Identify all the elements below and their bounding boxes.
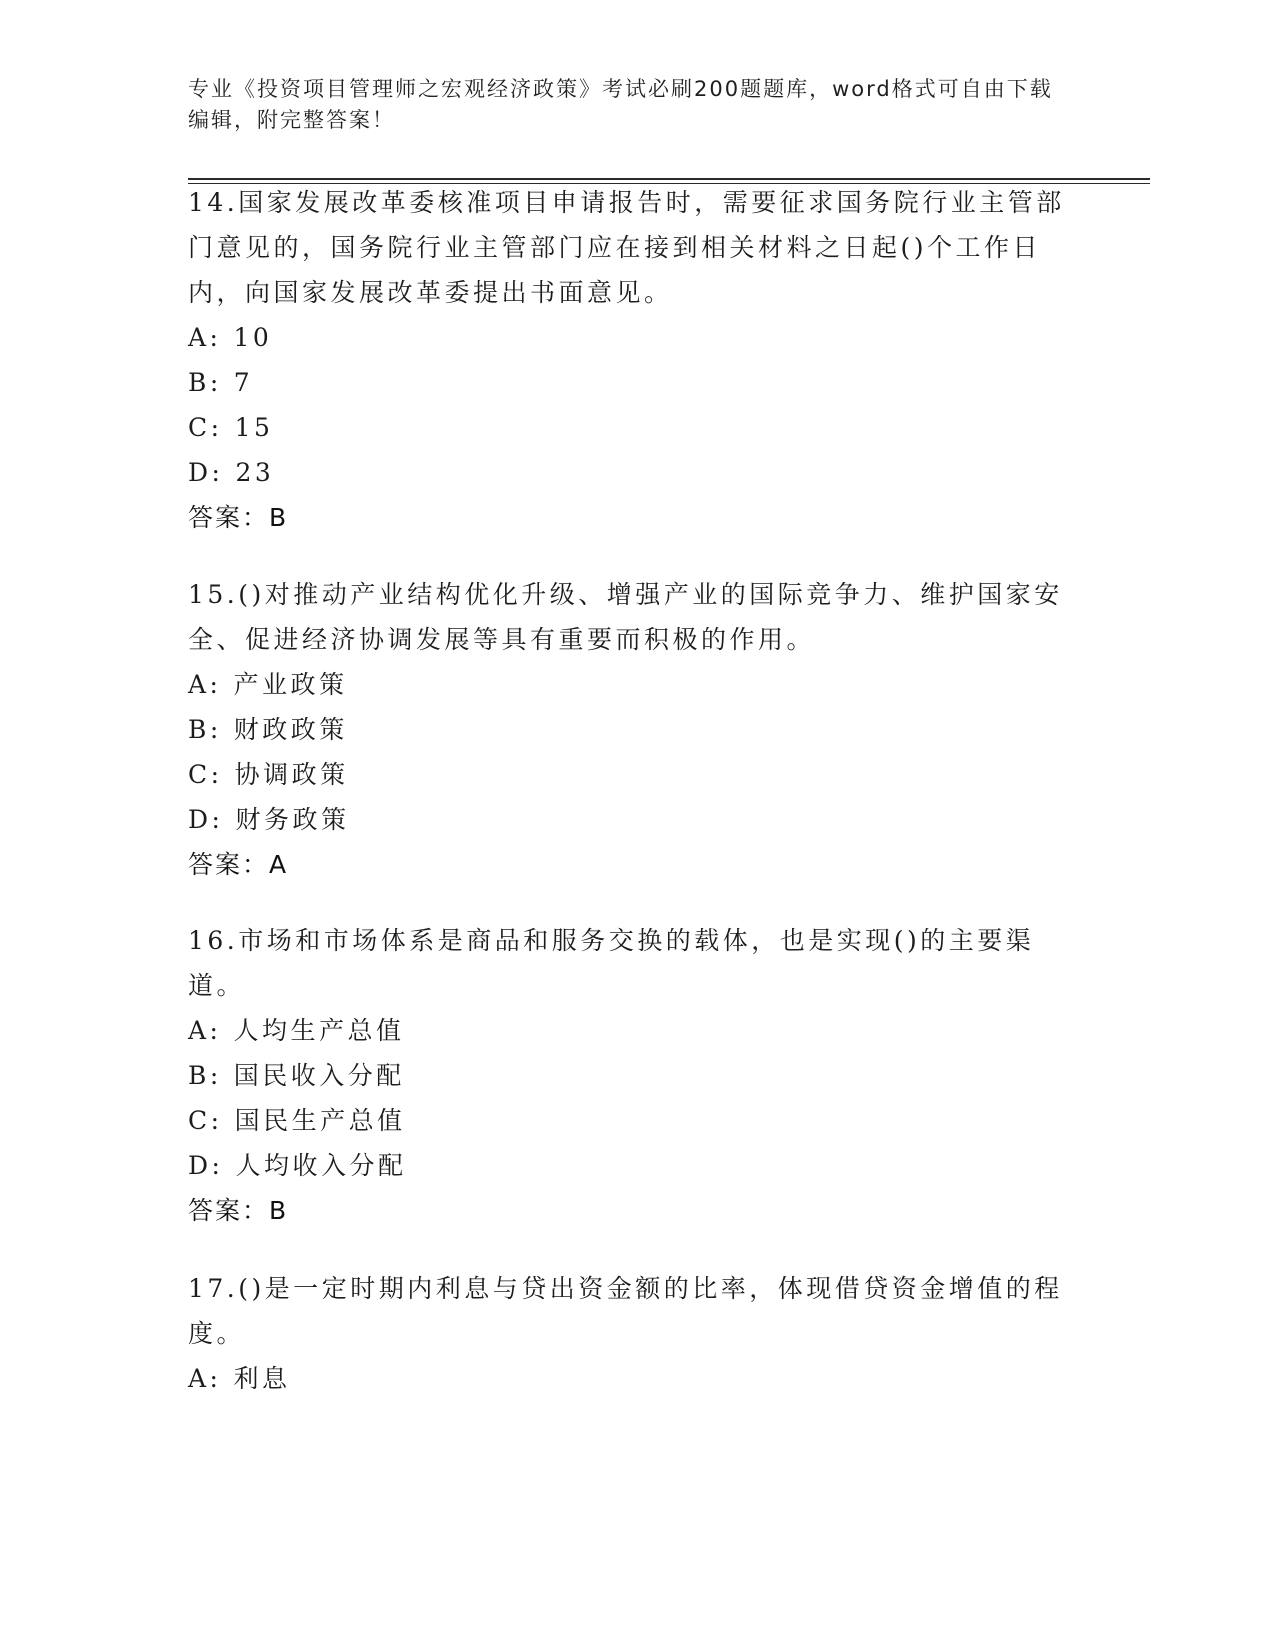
option-a <box>188 1356 1088 1401</box>
option-letter: D: <box>188 1151 224 1180</box>
option-c <box>188 405 1088 450</box>
option-letter: B: <box>188 1061 222 1090</box>
option-text: 国民收入分配 <box>233 1061 405 1090</box>
option-a <box>188 662 1088 707</box>
option-text: 10 <box>233 323 273 352</box>
option-letter: B: <box>188 715 222 744</box>
option-text: 协调政策 <box>234 760 349 789</box>
answer-line: 答案：B <box>188 1196 289 1225</box>
option-text: 财务政策 <box>235 805 350 834</box>
option-b <box>188 707 1088 752</box>
option-letter: C: <box>188 413 223 442</box>
option-d <box>188 1143 1088 1188</box>
question-stem: 15.()对推动产业结构优化升级、增强产业的国际竞争力、维护国家安全、促进经济协调发展等具有重要而积极的作用。 <box>188 580 1063 654</box>
option-a <box>188 1008 1088 1053</box>
question-stem: 14.国家发展改革委核准项目申请报告时，需要征求国务院行业主管部门意见的，国务院行业主管部门应在接到相关材料之日起()个工作日内，向国家发展改革委提出书面意见。 <box>188 188 1065 307</box>
question-16 <box>188 918 1088 1233</box>
question-stem: 17.()是一定时期内利息与贷出资金额的比率，体现借贷资金增值的程度。 <box>188 1274 1063 1348</box>
option-letter: A: <box>188 323 222 352</box>
option-letter: D: <box>188 458 224 487</box>
option-letter: A: <box>188 1016 222 1045</box>
option-letter: B: <box>188 368 222 397</box>
option-letter: D: <box>188 805 224 834</box>
option-text: 财政政策 <box>233 715 348 744</box>
option-d <box>188 797 1088 842</box>
option-c <box>188 1098 1088 1143</box>
option-a <box>188 315 1088 360</box>
question-stem: 16.市场和市场体系是商品和服务交换的载体，也是实现()的主要渠道。 <box>188 926 1035 1000</box>
option-b <box>188 360 1088 405</box>
question-14 <box>188 180 1088 540</box>
option-c <box>188 752 1088 797</box>
option-letter: C: <box>188 760 223 789</box>
option-letter: A: <box>188 670 222 699</box>
document-intro: 专业《投资项目管理师之宏观经济政策》考试必刷200题题库，word格式可自由下载编辑，附完整答案！ <box>188 77 1053 132</box>
option-text: 7 <box>233 368 254 397</box>
answer-line: 答案：A <box>188 850 289 879</box>
option-text: 23 <box>235 458 275 487</box>
option-text: 15 <box>234 413 274 442</box>
option-letter: C: <box>188 1106 223 1135</box>
answer-line: 答案：B <box>188 503 289 532</box>
option-text: 利息 <box>233 1364 291 1393</box>
option-letter: A: <box>188 1364 222 1393</box>
option-text: 人均收入分配 <box>235 1151 407 1180</box>
option-text: 国民生产总值 <box>234 1106 406 1135</box>
question-17 <box>188 1266 1088 1401</box>
option-text: 产业政策 <box>233 670 348 699</box>
option-text: 人均生产总值 <box>233 1016 405 1045</box>
option-d <box>188 450 1088 495</box>
option-b <box>188 1053 1088 1098</box>
question-15 <box>188 572 1088 887</box>
